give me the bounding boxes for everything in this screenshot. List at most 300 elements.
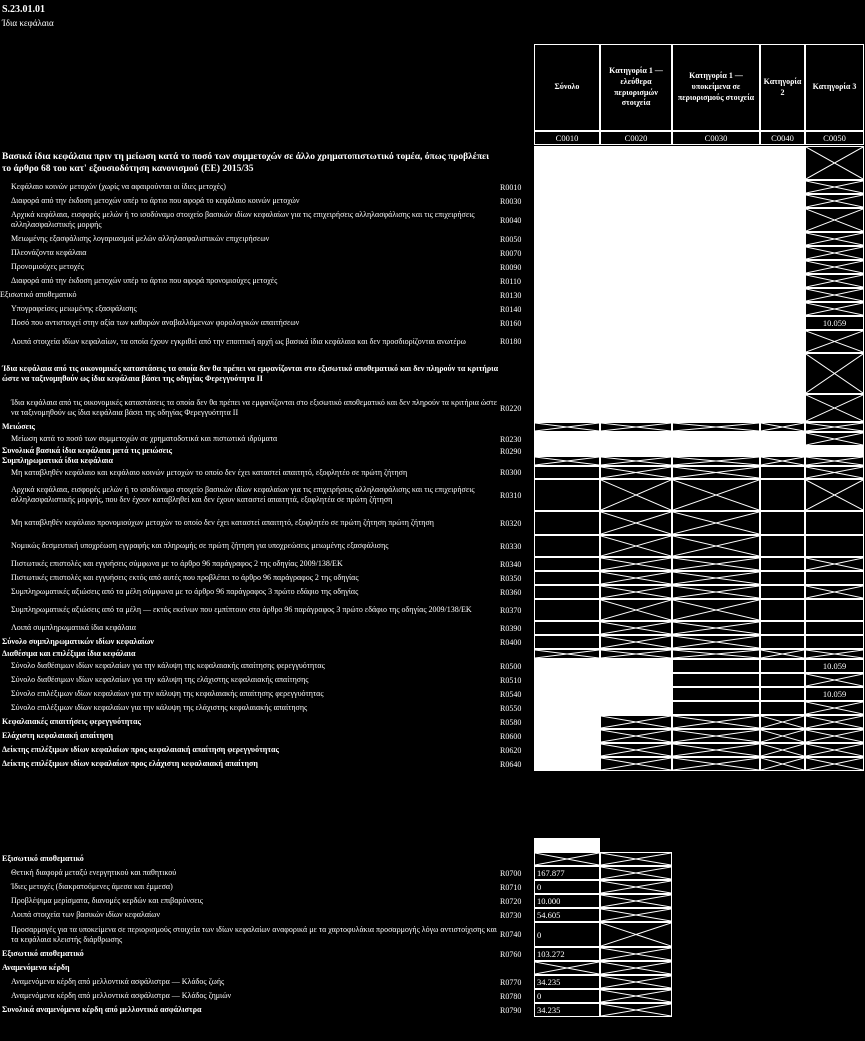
row-label-text: Διαφορά από την έκδοση μετοχών υπέρ το άρτιο που αφορά το κεφάλαιο κοινών μετοχών (11, 196, 300, 205)
row-label-text: Προσαρμογές για τα υποκείμενα σε περιορισμούς στοιχεία των ιδίων κεφαλαίων αναφορικά με τα χαρτοφυλάκια προσαρμογής λόγω αντιστοίχισης και τα κεφάλαια κλειστής διάρθρωσης (11, 924, 497, 944)
crossed-cell (672, 621, 760, 635)
row-label-text: Εξισωτικό αποθεματικό (2, 949, 84, 958)
input-cell[interactable] (760, 260, 805, 274)
crossed-cell (805, 432, 864, 446)
column-code-c2: C0020 (600, 131, 672, 145)
column-header-c5: Κατηγορία 3 (805, 44, 864, 131)
empty-cell[interactable] (805, 621, 864, 635)
table-row (0, 316, 865, 330)
empty-cell[interactable] (805, 511, 864, 535)
crossed-cell (805, 743, 864, 757)
row-label-text: Ελάχιστη κεφαλαιακή απαίτηση (2, 731, 114, 740)
row-label (0, 687, 500, 701)
crossed-cell (600, 585, 672, 599)
input-cell[interactable] (600, 659, 672, 673)
row-code: R0740 (500, 930, 522, 939)
input-cell[interactable] (534, 316, 600, 330)
table-row (0, 479, 865, 511)
input-cell[interactable] (534, 432, 600, 446)
input-cell[interactable] (534, 353, 600, 394)
input-cell[interactable] (672, 302, 760, 316)
row-label (0, 479, 500, 511)
input-cell[interactable] (534, 757, 600, 771)
row-label (0, 908, 500, 922)
column-code-c1: C0010 (534, 131, 600, 145)
input-cell[interactable] (760, 232, 805, 246)
row-label-text: Ίδια κεφάλαια από τις οικονομικές καταστάσεις τα οποία δεν θα πρέπει να εμφανίζονται στο εξισωτικό αποθεματικό και δεν πληρούν τα κριτήρια ώστε να ταξινομηθούν ως ίδια κεφάλαια βάσει της οδηγίας Φερεγγυότητα ΙΙ (11, 398, 498, 417)
input-cell[interactable] (760, 180, 805, 194)
row-label-text: Νομικώς δεσμευτική υποχρέωση εγγραφής και πληρωμής σε πρώτη ζήτηση για υποχρεώσεις μειωμένης εξασφάλισης (11, 541, 389, 550)
row-label (0, 989, 500, 1003)
value-cell[interactable]: 167.877 (534, 866, 600, 880)
input-cell[interactable] (760, 330, 805, 353)
row-label-text: Πιστωτικές επιστολές και εγγυήσεις εκτός από αυτές που προβλέπει το άρθρο 96 παράγραφος 2 της οδηγίας (11, 573, 359, 582)
input-cell[interactable] (760, 432, 805, 446)
table-row (0, 274, 865, 288)
input-cell[interactable] (534, 232, 600, 246)
row-label-text: Συμπληρωματικές αξιώσεις από τα μέλη σύμφωνα με το άρθρο 96 παράγραφος 3 πρώτο εδάφιο της οδηγίας (11, 587, 359, 596)
empty-cell[interactable] (805, 599, 864, 621)
input-cell[interactable] (805, 446, 864, 456)
row-code: R0550 (500, 703, 522, 713)
input-cell[interactable] (672, 274, 760, 288)
crossed-cell (600, 975, 672, 989)
row-code: R0040 (500, 215, 522, 225)
row-label-text: Προνομιούχες μετοχές (11, 262, 84, 271)
input-cell[interactable] (600, 687, 672, 701)
value-cell[interactable]: 0 (534, 880, 600, 894)
input-cell[interactable] (534, 274, 600, 288)
empty-cell[interactable] (760, 599, 805, 621)
crossed-cell (600, 743, 672, 757)
crossed-cell (534, 422, 600, 432)
row-label-text: Δείκτης επιλέξιμων ιδίων κεφαλαίων προς ελάχιστη κεφαλαιακή απαίτηση (2, 759, 258, 768)
input-cell[interactable] (672, 208, 760, 232)
table-row (0, 353, 865, 394)
crossed-cell (534, 961, 600, 975)
empty-cell[interactable] (760, 479, 805, 511)
empty-cell[interactable] (760, 673, 805, 687)
crossed-cell (672, 715, 760, 729)
row-code: R0290 (500, 446, 522, 456)
crossed-cell (600, 961, 672, 975)
crossed-cell (600, 729, 672, 743)
row-code: R0720 (500, 896, 522, 906)
crossed-cell (805, 456, 864, 466)
empty-cell[interactable] (672, 701, 760, 715)
crossed-cell (760, 649, 805, 659)
input-cell[interactable] (600, 146, 672, 180)
input-cell[interactable] (760, 194, 805, 208)
table-row (0, 635, 865, 649)
table-row (0, 330, 865, 353)
empty-cell[interactable] (534, 599, 600, 621)
row-label (0, 194, 500, 208)
row-code: R0220 (500, 403, 522, 413)
empty-cell[interactable] (760, 701, 805, 715)
crossed-cell (805, 715, 864, 729)
input-cell[interactable] (600, 316, 672, 330)
row-code: R0350 (500, 573, 522, 583)
row-label (0, 757, 500, 771)
empty-cell[interactable] (760, 659, 805, 673)
row-label-text: Συμπληρωματικά ίδια κεφάλαια (2, 456, 113, 465)
row-label (0, 866, 500, 880)
input-cell[interactable] (534, 146, 600, 180)
column-header-c3: Κατηγορία 1 — υποκείμενα σε περιορισμούς στοιχεία (672, 44, 760, 131)
input-cell[interactable] (534, 673, 600, 687)
row-label-text: Μη καταβληθέν κεφάλαιο και κεφάλαιο κοινών μετοχών το οποίο δεν έχει καταστεί απαιτητό, εξοφλητέο σε πρώτη ζήτηση (11, 467, 408, 477)
input-cell[interactable] (600, 180, 672, 194)
input-cell[interactable] (760, 316, 805, 330)
table-row (0, 1003, 865, 1017)
table-row (0, 288, 865, 302)
table-row (0, 246, 865, 260)
value-cell[interactable]: 10.000 (534, 894, 600, 908)
crossed-cell (805, 557, 864, 571)
row-label (0, 466, 500, 479)
row-code: R0400 (500, 637, 522, 647)
row-label-text: Μειώσεις (2, 422, 35, 431)
crossed-cell (600, 635, 672, 649)
empty-cell[interactable] (672, 687, 760, 701)
input-cell[interactable] (600, 394, 672, 422)
table-row (0, 180, 865, 194)
input-cell[interactable] (534, 687, 600, 701)
empty-cell[interactable] (534, 621, 600, 635)
empty-cell[interactable] (534, 479, 600, 511)
input-cell[interactable] (760, 288, 805, 302)
input-cell[interactable] (760, 274, 805, 288)
input-cell[interactable] (534, 446, 600, 456)
empty-cell[interactable] (760, 466, 805, 479)
input-cell[interactable] (760, 353, 805, 394)
input-cell[interactable] (600, 330, 672, 353)
column-code-c3: C0030 (672, 131, 760, 145)
empty-cell[interactable] (805, 535, 864, 557)
input-cell[interactable] (600, 274, 672, 288)
value-cell[interactable]: 10.059 (805, 659, 864, 673)
row-label (0, 673, 500, 687)
crossed-cell (672, 535, 760, 557)
table-row (0, 743, 865, 757)
table-row (0, 208, 865, 232)
row-label-text: Πλεονάζοντα κεφάλαια (11, 248, 87, 257)
table-row (0, 880, 865, 894)
empty-cell[interactable] (534, 635, 600, 649)
input-cell[interactable] (672, 316, 760, 330)
row-label (0, 715, 500, 729)
empty-cell[interactable] (534, 535, 600, 557)
row-label-text: Ποσό που αντιστοιχεί στην αξία των καθαρών αναβαλλόμενων φορολογικών απαιτήσεων (11, 318, 300, 327)
crossed-cell (760, 729, 805, 743)
input-cell[interactable] (534, 288, 600, 302)
row-label (0, 852, 500, 866)
crossed-cell (805, 274, 864, 288)
crossed-cell (672, 422, 760, 432)
value-cell[interactable]: 34.235 (534, 1003, 600, 1017)
value-cell[interactable]: 10.059 (805, 316, 864, 330)
row-code: R0110 (500, 276, 522, 286)
input-cell[interactable] (534, 394, 600, 422)
row-label (0, 316, 500, 330)
crossed-cell (805, 353, 864, 394)
row-label (0, 260, 500, 274)
crossed-cell (600, 535, 672, 557)
crossed-cell (805, 673, 864, 687)
row-label (0, 571, 500, 585)
crossed-cell (672, 649, 760, 659)
input-cell[interactable] (600, 432, 672, 446)
column-code-c5: C0050 (805, 131, 864, 145)
row-label-text: Θετική διαφορά μεταξύ ενεργητικού και παθητικού (11, 868, 177, 877)
input-cell[interactable] (534, 246, 600, 260)
input-cell[interactable] (534, 208, 600, 232)
value-cell[interactable]: 0 (534, 922, 600, 947)
input-cell[interactable] (672, 330, 760, 353)
input-cell[interactable] (534, 659, 600, 673)
row-label-text: Λοιπά στοιχεία των βασικών ιδίων κεφαλαίων (11, 910, 161, 919)
table-row (0, 961, 865, 975)
crossed-cell (805, 422, 864, 432)
table-row (0, 571, 865, 585)
table-row (0, 673, 865, 687)
row-code: R0640 (500, 759, 522, 769)
crossed-cell (672, 729, 760, 743)
table-row (0, 894, 865, 908)
input-cell[interactable] (672, 146, 760, 180)
empty-cell[interactable] (760, 571, 805, 585)
input-cell[interactable] (760, 246, 805, 260)
input-cell[interactable] (600, 260, 672, 274)
table-row (0, 585, 865, 599)
crossed-cell (672, 571, 760, 585)
table-row (0, 260, 865, 274)
input-cell[interactable] (534, 701, 600, 715)
input-cell[interactable] (760, 208, 805, 232)
input-cell[interactable] (534, 194, 600, 208)
row-label (0, 557, 500, 571)
row-label (0, 456, 500, 466)
table-row (0, 975, 865, 989)
row-label (0, 274, 500, 288)
row-code: R0320 (500, 518, 522, 528)
empty-cell[interactable] (760, 687, 805, 701)
crossed-cell (805, 394, 864, 422)
empty-cell[interactable] (534, 585, 600, 599)
crossed-cell (600, 880, 672, 894)
crossed-cell (760, 456, 805, 466)
empty-cell[interactable] (760, 635, 805, 649)
input-cell[interactable] (534, 180, 600, 194)
input-cell[interactable] (672, 260, 760, 274)
input-cell[interactable] (760, 302, 805, 316)
crossed-cell (805, 585, 864, 599)
input-cell[interactable] (600, 246, 672, 260)
empty-cell[interactable] (760, 557, 805, 571)
crossed-cell (805, 232, 864, 246)
crossed-cell (805, 288, 864, 302)
empty-cell[interactable] (805, 635, 864, 649)
row-code: R0340 (500, 559, 522, 569)
crossed-cell (672, 599, 760, 621)
input-cell[interactable] (672, 246, 760, 260)
input-cell[interactable] (600, 232, 672, 246)
row-code: R0760 (500, 949, 522, 959)
crossed-cell (672, 456, 760, 466)
row-label-text: Σύνολο διαθέσιμων ιδίων κεφαλαίων για την κάλυψη της κεφαλαιακής απαίτησης φερεγγυότητας (11, 661, 325, 670)
crossed-cell (600, 571, 672, 585)
crossed-cell (600, 649, 672, 659)
crossed-cell (600, 466, 672, 479)
value-cell[interactable]: 10.059 (805, 687, 864, 701)
row-label (0, 922, 500, 947)
input-cell[interactable] (534, 302, 600, 316)
row-label-text: Συνολικά αναμενόμενα κέρδη από μελλοντικά ασφάλιστρα (2, 1005, 202, 1014)
table-row (0, 466, 865, 479)
row-code: R0090 (500, 262, 522, 272)
input-cell[interactable] (534, 743, 600, 757)
row-label (0, 432, 500, 446)
crossed-cell (805, 180, 864, 194)
table-row (0, 621, 865, 635)
page-title: S.23.01.01 (2, 4, 46, 15)
empty-cell[interactable] (672, 673, 760, 687)
input-cell[interactable] (672, 394, 760, 422)
row-code: R0030 (500, 196, 522, 206)
table-row (0, 908, 865, 922)
empty-cell[interactable] (534, 557, 600, 571)
empty-cell[interactable] (760, 621, 805, 635)
row-label-text: Εξισωτικό αποθεματικό (2, 854, 84, 863)
crossed-cell (600, 599, 672, 621)
input-cell[interactable] (534, 729, 600, 743)
row-label-text: Δείκτης επιλέξιμων ιδίων κεφαλαίων προς κεφαλαιακή απαίτηση φερεγγυότητας (2, 745, 279, 754)
empty-cell[interactable] (534, 466, 600, 479)
input-cell[interactable] (760, 146, 805, 180)
row-label (0, 635, 500, 649)
empty-cell[interactable] (760, 511, 805, 535)
input-cell[interactable] (600, 288, 672, 302)
input-cell[interactable] (600, 673, 672, 687)
row-code: R0130 (500, 290, 522, 300)
crossed-cell (805, 194, 864, 208)
crossed-cell (600, 866, 672, 880)
crossed-cell (600, 894, 672, 908)
row-label (0, 246, 500, 260)
input-cell[interactable] (600, 208, 672, 232)
table-row (0, 852, 865, 866)
row-code: R0050 (500, 234, 522, 244)
row-code: R0540 (500, 689, 522, 699)
input-cell[interactable] (600, 302, 672, 316)
input-cell[interactable] (672, 288, 760, 302)
empty-cell[interactable] (760, 585, 805, 599)
row-code: R0330 (500, 541, 522, 551)
row-code: R0510 (500, 675, 522, 685)
crossed-cell (600, 989, 672, 1003)
input-cell[interactable] (672, 353, 760, 394)
row-label (0, 232, 500, 246)
row-label-text: Κεφαλαιακές απαιτήσεις φερεγγυότητας (2, 717, 141, 726)
value-cell[interactable]: 54.605 (534, 908, 600, 922)
row-label (0, 729, 500, 743)
input-cell[interactable] (672, 180, 760, 194)
column-header-c2: Κατηγορία 1 — ελεύθερα περιορισμών στοιχεία (600, 44, 672, 131)
empty-cell[interactable] (672, 659, 760, 673)
input-cell[interactable] (672, 446, 760, 456)
row-label (0, 743, 500, 757)
row-label (0, 621, 500, 635)
empty-cell[interactable] (760, 535, 805, 557)
table-row (0, 659, 865, 673)
value-cell[interactable]: 0 (534, 989, 600, 1003)
table-row (0, 394, 865, 422)
crossed-cell (600, 422, 672, 432)
input-cell[interactable] (672, 232, 760, 246)
row-code: R0710 (500, 882, 522, 892)
crossed-cell (672, 511, 760, 535)
crossed-cell (805, 260, 864, 274)
row-label-text: Κεφάλαιο κοινών μετοχών (χωρίς να αφαιρούνται οι ίδιες μετοχές) (11, 182, 226, 191)
column-header-c4: Κατηγορία 2 (760, 44, 805, 131)
crossed-cell (600, 479, 672, 511)
table-row (0, 922, 865, 947)
row-label-text: Αναμενόμενα κέρδη (2, 963, 70, 972)
row-code: R0360 (500, 587, 522, 597)
input-cell[interactable] (672, 194, 760, 208)
row-label (0, 894, 500, 908)
input-cell[interactable] (600, 701, 672, 715)
input-cell[interactable] (534, 260, 600, 274)
crossed-cell (600, 511, 672, 535)
input-cell[interactable] (760, 446, 805, 456)
crossed-cell (805, 479, 864, 511)
input-cell[interactable] (600, 446, 672, 456)
row-label (0, 947, 500, 961)
row-code: R0780 (500, 991, 522, 1001)
crossed-cell (600, 1003, 672, 1017)
input-cell[interactable] (672, 432, 760, 446)
input-cell[interactable] (600, 194, 672, 208)
row-label (0, 701, 500, 715)
empty-cell[interactable] (534, 571, 600, 585)
crossed-cell (672, 757, 760, 771)
crossed-cell (805, 246, 864, 260)
crossed-cell (760, 743, 805, 757)
crossed-cell (805, 466, 864, 479)
table-row (0, 557, 865, 571)
input-cell[interactable] (534, 715, 600, 729)
empty-cell[interactable] (534, 511, 600, 535)
empty-cell[interactable] (805, 571, 864, 585)
input-cell[interactable] (760, 394, 805, 422)
table-row (0, 511, 865, 535)
input-cell[interactable] (534, 330, 600, 353)
row-label (0, 353, 500, 394)
crossed-cell (600, 715, 672, 729)
value-cell[interactable]: 103.272 (534, 947, 600, 961)
row-label-text: Μείωση κατά το ποσό των συμμετοχών σε χρηματοδοτικά και πιστωτικά ιδρύματα (11, 434, 278, 443)
table-row (0, 194, 865, 208)
input-cell[interactable] (600, 353, 672, 394)
crossed-cell (672, 635, 760, 649)
crossed-cell (672, 466, 760, 479)
table-row (0, 687, 865, 701)
row-label (0, 288, 500, 302)
value-cell[interactable]: 34.235 (534, 975, 600, 989)
crossed-cell (760, 715, 805, 729)
